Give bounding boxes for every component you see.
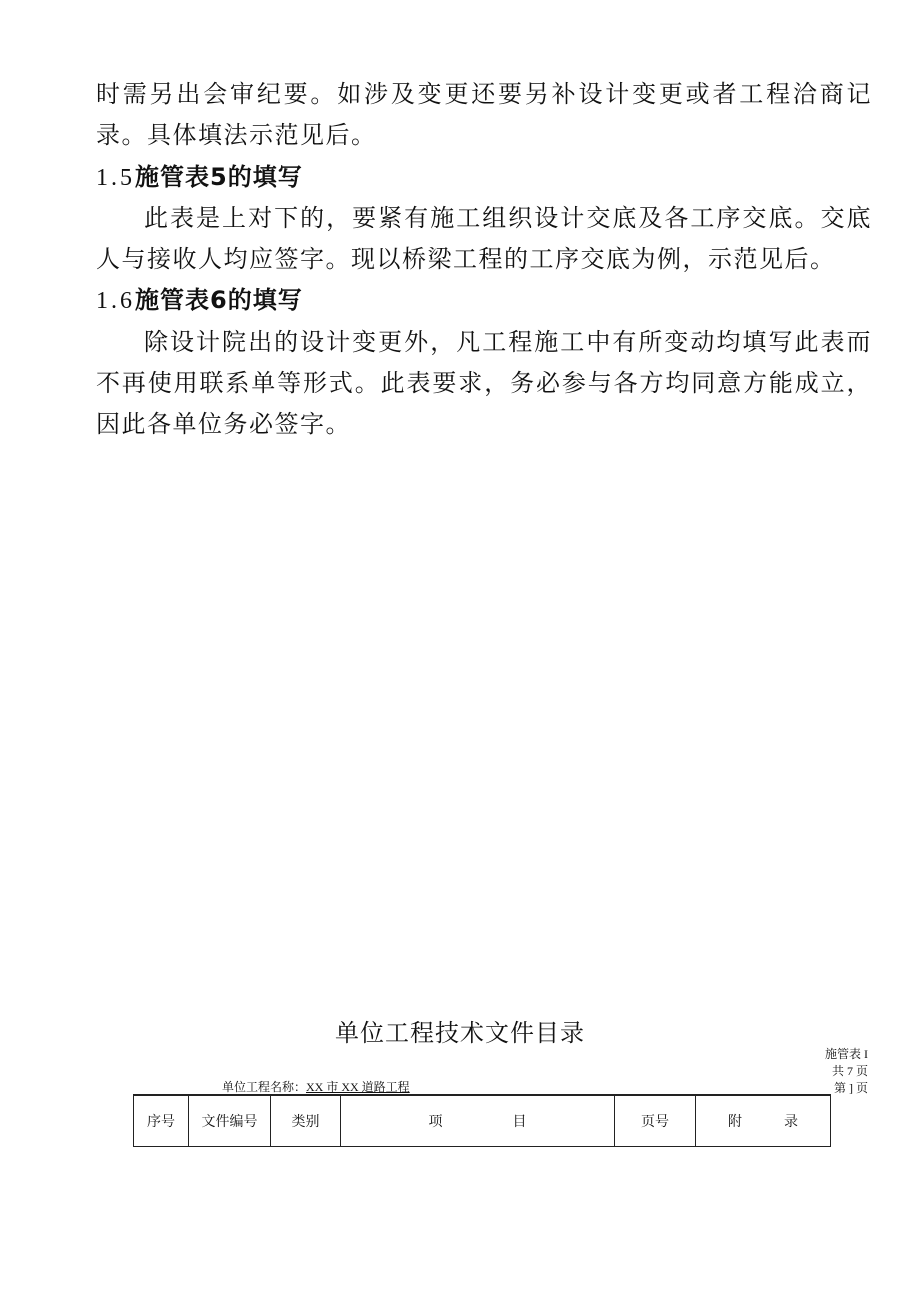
section-heading-1-5 — [96, 157, 303, 199]
col-header-appendix: 附 录 — [696, 1095, 831, 1147]
col-header-seq: 序号 — [134, 1095, 189, 1147]
section-number: 1.6 — [96, 288, 135, 314]
col-header-page-no: 页号 — [615, 1095, 696, 1147]
table-header-row — [134, 1095, 831, 1147]
section-title: 施管表5的填写 — [135, 163, 303, 191]
paragraph-continuation: 时需另出会审纪要。如涉及变更还要另补设计变更或者工程洽商记录。具体填法示范见后。 — [96, 80, 872, 149]
section-title: 施管表6的填写 — [135, 286, 303, 314]
page-number: 第 ] 页 — [834, 1081, 868, 1095]
section-heading-1-6 — [96, 280, 303, 322]
form-code: 施管表 I — [825, 1047, 868, 1061]
project-label: 单位工程名称： — [222, 1080, 307, 1094]
project-name-line — [222, 1078, 410, 1095]
paragraph-form5: 此表是上对下的，要紧有施工组织设计交底及各工序交底。交底人与接收人均应签字。现以桥梁工程的工序交底为例，示范见后。 — [96, 204, 872, 273]
section-number: 1.5 — [96, 165, 135, 191]
form-title: 单位工程技术文件目录 — [335, 1019, 585, 1047]
project-value: XX 市 XX 道路工程 — [306, 1080, 410, 1094]
catalog-table — [133, 1094, 831, 1147]
col-header-category: 类别 — [271, 1095, 341, 1147]
form-meta — [825, 1046, 868, 1097]
paragraph-form6: 除设计院出的设计变更外，凡工程施工中有所变动均填写此表而不再使用联系单等形式。此表要求，务必参与各方均同意方能成立，因此各单位务必签字。 — [96, 328, 872, 438]
total-pages: 共 7 页 — [831, 1064, 868, 1078]
col-header-file-no: 文件编号 — [189, 1095, 271, 1147]
col-header-item: 项 目 — [341, 1095, 615, 1147]
